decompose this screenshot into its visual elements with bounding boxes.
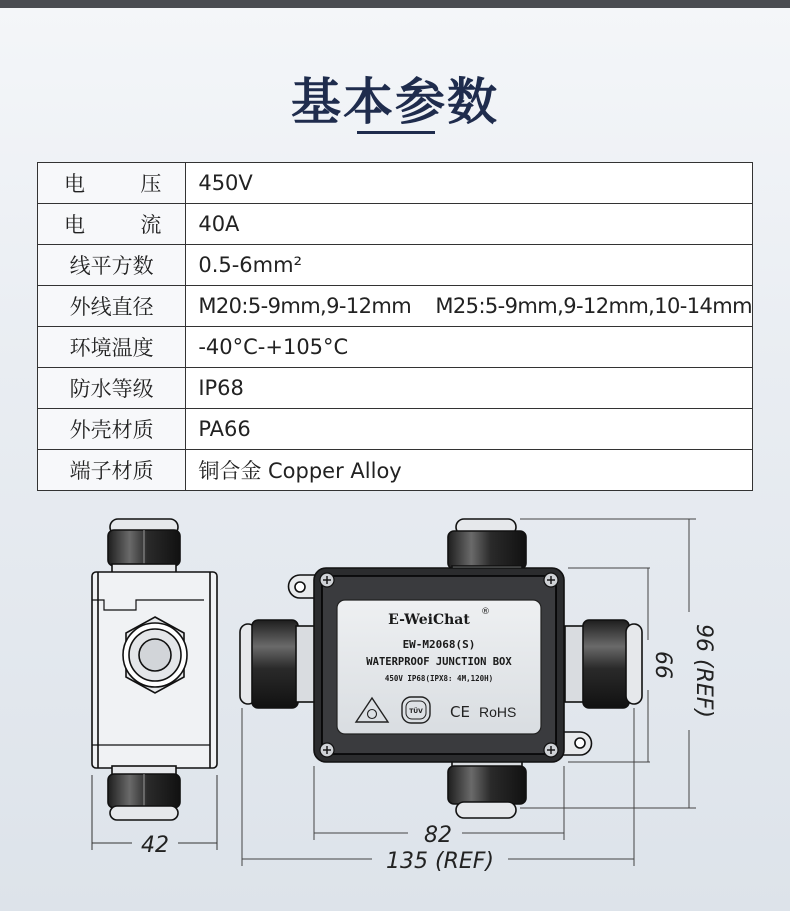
ce-mark: CE (450, 703, 470, 721)
dim-body-height-label: 66 (650, 651, 675, 679)
table-row (38, 163, 753, 204)
spec-value: PA66 (186, 409, 753, 450)
brand-name: E-WeiChat (388, 612, 470, 628)
spec-value: 40A (186, 204, 753, 245)
spec-label: 电 压 (38, 163, 186, 204)
spec-label: 端子材质 (38, 450, 186, 491)
spec-value: 0.5-6mm² (186, 245, 753, 286)
spec-value: 450V (186, 163, 753, 204)
table-row (38, 286, 753, 327)
spec-table (37, 162, 753, 491)
tuv-label: TÜV (409, 708, 423, 715)
spec-label: 防水等级 (38, 368, 186, 409)
front-view (240, 519, 642, 818)
model-number: EW-M2068(S) (402, 638, 476, 651)
product-rating: 450V IP68(IPX8: 4M,120H) (384, 674, 494, 683)
dim-total-height-label: 96 (REF) (691, 624, 716, 718)
spec-label: 环境温度 (38, 327, 186, 368)
page-title: 基本参数 (291, 73, 499, 131)
title-underline (357, 131, 435, 134)
spec-value: 铜合金 Copper Alloy (186, 450, 753, 491)
side-view (92, 519, 217, 820)
rohs-mark: RoHS (479, 704, 517, 720)
spec-label: 外线直径 (38, 286, 186, 327)
product-name: WATERPROOF JUNCTION BOX (366, 656, 512, 668)
spec-label: 外壳材质 (38, 409, 186, 450)
table-row (38, 450, 753, 491)
top-bar (0, 0, 790, 8)
registered-mark: ® (481, 607, 490, 617)
table-row (38, 409, 753, 450)
dim-side-width-label: 42 (141, 833, 169, 858)
spec-label: 线平方数 (38, 245, 186, 286)
dim-total-length-label: 135 (REF) (386, 849, 494, 874)
table-row (38, 204, 753, 245)
product-drawing (0, 510, 790, 911)
spec-value: M20:5-9mm,9-12mm M25:5-9mm,9-12mm,10-14mm (186, 286, 753, 327)
table-row (38, 368, 753, 409)
table-row (38, 245, 753, 286)
spec-label: 电 流 (38, 204, 186, 245)
dim-body-length-label: 82 (424, 823, 452, 848)
spec-value: IP68 (186, 368, 753, 409)
spec-value: -40°C-+105°C (186, 327, 753, 368)
table-row (38, 327, 753, 368)
